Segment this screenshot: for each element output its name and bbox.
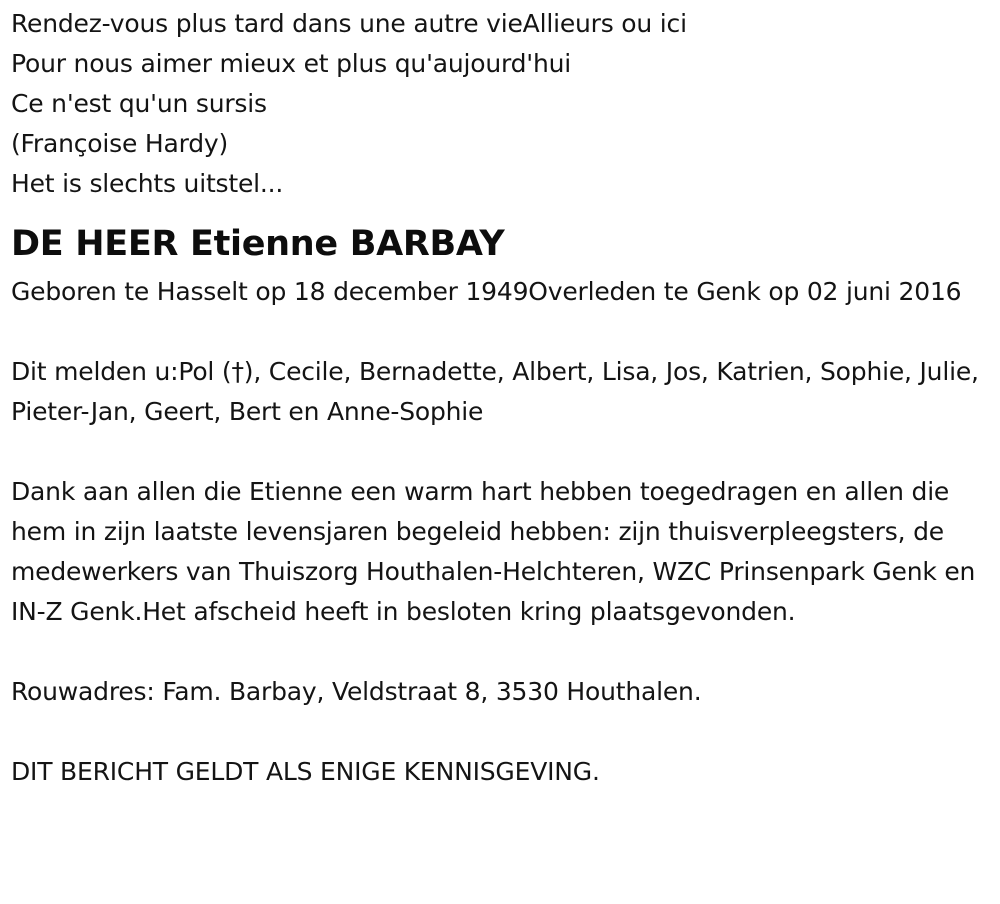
poem-line-5: Het is slechts uitstel... [11,169,284,198]
poem-line-4: (Françoise Hardy) [11,129,229,158]
deceased-name: DE HEER Etienne BARBAY [11,224,505,264]
birth-death-text: Geboren te Hasselt op 18 december 1949Overleden te Genk op 02 juni 2016 [11,277,962,306]
thanks-paragraph: Dank aan allen die Etienne een warm hart hebben toegedragen en allen die hem in zijn laatste levensjaren begeleid hebben: zijn thuisverpleegsters, de medewerkers van Thuiszorg Houthalen-Helchteren, WZC Prinsenpark Genk en IN-Z Genk.Het afscheid heeft in besloten kring plaatsgevonden. [11,477,976,626]
mourning-address: Rouwadres: Fam. Barbay, Veldstraat 8, 3530 Houthalen. [11,677,702,706]
poem-line-2: Pour nous aimer mieux et plus qu'aujourd'hui [11,49,572,78]
sole-notice: DIT BERICHT GELDT ALS ENIGE KENNISGEVING. [11,757,600,786]
spacer [11,432,986,472]
spacer [11,712,986,752]
spacer [11,312,986,352]
obituary-document [11,4,986,792]
family-announcement: Dit melden u:Pol (†), Cecile, Bernadette, Albert, Lisa, Jos, Katrien, Sophie, Julie, Pieter-Jan, Geert, Bert en Anne-Sophie [11,357,979,426]
spacer [11,632,986,672]
poem-line-1: Rendez-vous plus tard dans une autre vieAllieurs ou ici [11,9,687,38]
poem-block [11,4,986,204]
poem-line-3: Ce n'est qu'un sursis [11,89,267,118]
